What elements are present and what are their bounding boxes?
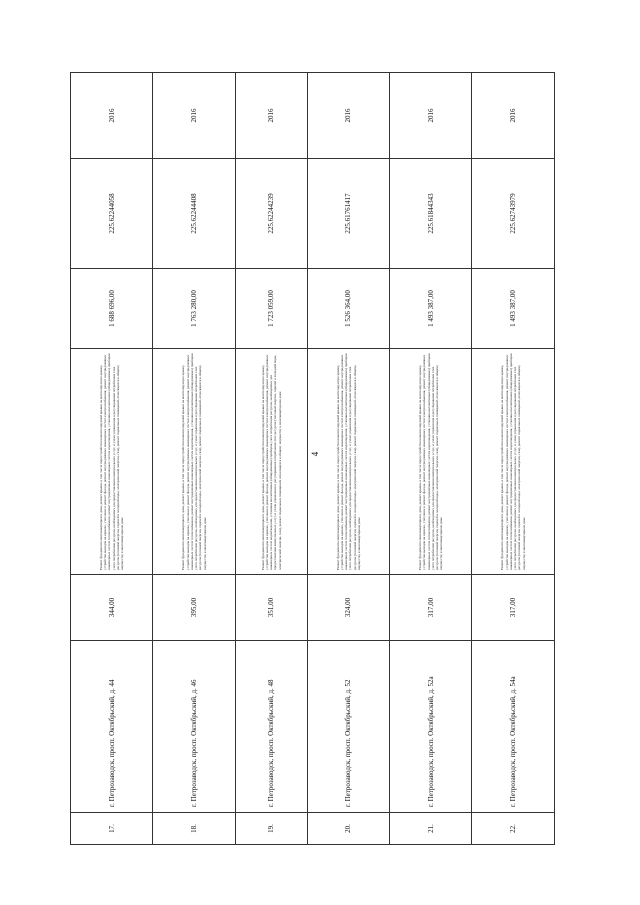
row-code: 225.62244408 — [153, 159, 235, 269]
row-work-description: Ремонт фундамента многоквартирного дома, ремонт крыши, в том числе переустройство невентилируемой крыши на вентилируемую крышу, устройство выходов на кровлю, утепление и ремонт фасада, ремонт внутридомовых инженерных систем электроснабжения, ремонт внутридомовых инженерных систем водоотведения, установка коллективных (общедомовых) приборов учета потребления ресурсов, необходимых для предоставления коммунальных услуг, и узлов управления и регулирования потребления этих ресурсов (тепловой энергии, горячей и холодной воды, электрической энергии, газа), ремонт подвальных помещений, относящихся к общему имуществу в многоквартирном доме — [235, 349, 307, 575]
row-work-description: Ремонт фундамента многоквартирного дома, ремонт крыши, в том числе переустройство невентилируемой крыши на вентилируемую крышу, устройство выходов на кровлю, утепление и ремонт фасада, ремонт внутридомовых инженерных систем электроснабжения, ремонт внутридомовых инженерных систем теплоснабжения, ремонт внутридомовых инженерных систем водоотведения, установка коллективных (общедомовых) приборов учета потребления ресурсов, необходимых для предоставления коммунальных услуг, и узлов управления и регулирования потребления этих ресурсов (тепловой энергии, горячей и холодной воды, электрической энергии, газа), ремонт подвальных помещений, относящихся к общему имуществу в многоквартирном доме — [153, 349, 235, 575]
page-number: 4 — [310, 451, 320, 457]
table-row — [390, 73, 472, 845]
row-cost: 1 763 280,00 — [153, 269, 235, 349]
table-row — [153, 73, 235, 845]
row-area: 395,00 — [153, 575, 235, 641]
row-year: 2016 — [390, 73, 472, 159]
row-area: 317,00 — [390, 575, 472, 641]
row-address: г. Петрозаводск, просп. Октябрьский, д. 52а — [390, 641, 472, 813]
row-work-description: Ремонт фундамента многоквартирного дома, ремонт крыши, в том числе переустройство невентилируемой крыши на вентилируемую крышу, устройство выходов на кровлю, утепление и ремонт фасада, ремонт внутридомовых инженерных систем электроснабжения, ремонт внутридомовых инженерных систем теплоснабжения, ремонт внутридомовых инженерных систем водоотведения, установка коллективных (общедомовых) приборов учета потребления ресурсов, необходимых для предоставления коммунальных услуг, и узлов управления и регулирования потребления этих ресурсов (тепловой энергии, горячей и холодной воды, электрической энергии, газа), ремонт подвальных помещений, относящихся к общему имуществу в многоквартирном доме — [307, 349, 389, 575]
row-cost: 1 723 059,00 — [235, 269, 307, 349]
row-number: 21. — [390, 813, 472, 845]
row-area: 317,00 — [472, 575, 555, 641]
row-code: 225.62743979 — [472, 159, 555, 269]
row-address: г. Петрозаводск, просп. Октябрьский, д. 52 — [307, 641, 389, 813]
row-address: г. Петрозаводск, просп. Октябрьский, д. 46 — [153, 641, 235, 813]
row-code: 225.61761417 — [307, 159, 389, 269]
table-body — [71, 73, 555, 845]
row-year: 2016 — [472, 73, 555, 159]
row-code: 225.62244058 — [71, 159, 153, 269]
row-year: 2016 — [307, 73, 389, 159]
row-address: г. Петрозаводск, просп. Октябрьский, д. 54а — [472, 641, 555, 813]
row-year: 2016 — [235, 73, 307, 159]
row-year: 2016 — [153, 73, 235, 159]
row-code: 225.62244239 — [235, 159, 307, 269]
row-number: 19. — [235, 813, 307, 845]
row-work-description: Ремонт фундамента многоквартирного дома, ремонт крыши, в том числе переустройство невентилируемой крыши на вентилируемую крышу, устройство выходов на кровлю, утепление и ремонт фасада, ремонт внутридомовых инженерных систем электроснабжения, ремонт внутридомовых инженерных систем теплоснабжения, ремонт внутридомовых инженерных систем водоотведения, установка коллективных (общедомовых) приборов учета потребления ресурсов, необходимых для предоставления коммунальных услуг, и узлов управления и регулирования потребления этих ресурсов (тепловой энергии, горячей и холодной воды, электрической энергии, газа), ремонт подвальных помещений, относящихся к общему имуществу в многоквартирном доме — [390, 349, 472, 575]
row-number: 22. — [472, 813, 555, 845]
repair-table-container — [70, 73, 555, 845]
row-address: г. Петрозаводск, просп. Октябрьский, д. 44 — [71, 641, 153, 813]
table-row — [307, 73, 389, 845]
row-number: 17. — [71, 813, 153, 845]
row-work-description: Ремонт фундамента многоквартирного дома, ремонт крыши, в том числе переустройство невентилируемой крыши на вентилируемую крышу, устройство выходов на кровлю, утепление и ремонт фасада, ремонт внутридомовых инженерных систем электроснабжения, ремонт внутридомовых инженерных систем теплоснабжения, ремонт внутридомовых инженерных систем водоотведения, установка коллективных (общедомовых) приборов учета потребления ресурсов, необходимых для предоставления коммунальных услуг, и узлов управления и регулирования потребления этих ресурсов (тепловой энергии, горячей и холодной воды, электрической энергии, газа), ремонт подвальных помещений, относящихся к общему имуществу в многоквартирном доме — [472, 349, 555, 575]
row-area: 351,00 — [235, 575, 307, 641]
table-row — [71, 73, 153, 845]
row-number: 20. — [307, 813, 389, 845]
table-row — [472, 73, 555, 845]
row-cost: 1 493 387,00 — [472, 269, 555, 349]
row-code: 225.61844343 — [390, 159, 472, 269]
row-cost: 1 688 696,00 — [71, 269, 153, 349]
repair-table — [70, 72, 555, 845]
row-cost: 1 493 387,00 — [390, 269, 472, 349]
row-area: 344,00 — [71, 575, 153, 641]
row-work-description: Ремонт фундамента многоквартирного дома, ремонт крыши, в том числе переустройство невентилируемой крыши на вентилируемую крышу, устройство выходов на кровлю, утепление и ремонт фасада, ремонт внутридомовых инженерных систем электроснабжения, ремонт внутридомовых инженерных систем теплоснабжения, ремонт внутридомовых инженерных систем водоотведения, установка коллективных (общедомовых) приборов учета потребления ресурсов, необходимых для предоставления коммунальных услуг, и узлов управления и регулирования потребления этих ресурсов (тепловой энергии, горячей и холодной воды, электрической энергии, газа), ремонт подвальных помещений, относящихся к общему имуществу в многоквартирном доме — [71, 349, 153, 575]
row-number: 18. — [153, 813, 235, 845]
row-area: 324,00 — [307, 575, 389, 641]
row-year: 2016 — [71, 73, 153, 159]
row-address: г. Петрозаводск, просп. Октябрьский, д. 48 — [235, 641, 307, 813]
row-cost: 1 526 364,00 — [307, 269, 389, 349]
table-row — [235, 73, 307, 845]
